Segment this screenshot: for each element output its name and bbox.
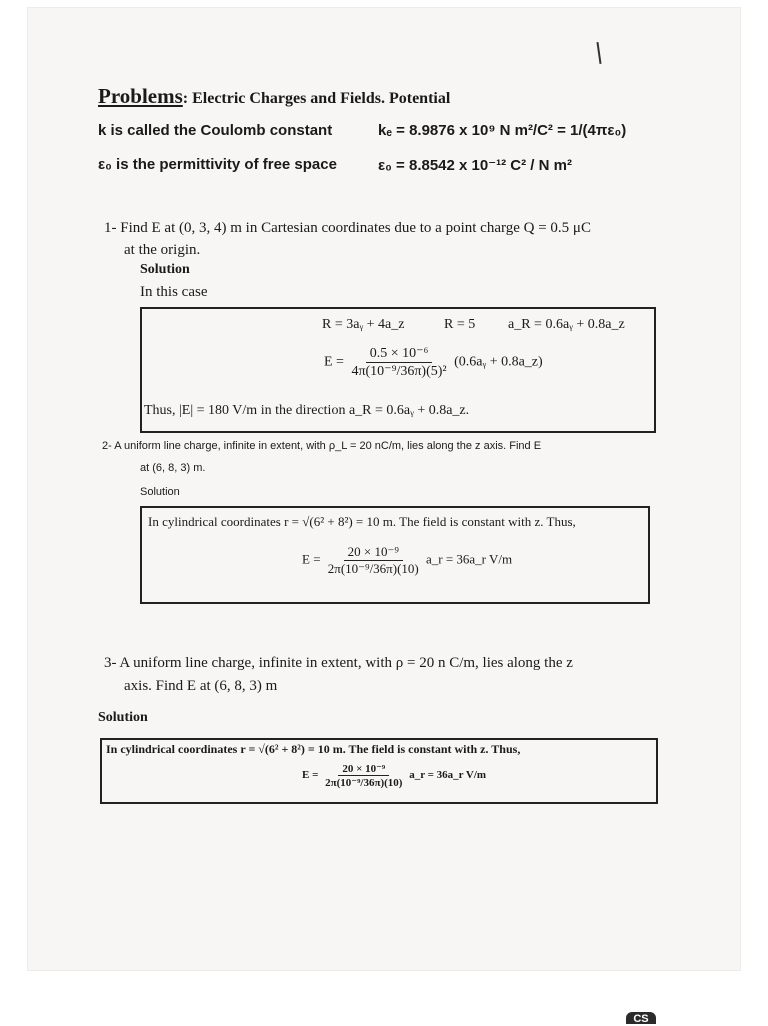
problem-1-solution-label: Solution: [140, 262, 190, 277]
document-page: [28, 8, 740, 970]
logo-text: CS: [626, 1012, 656, 1024]
problem-1-result: Thus, |E| = 180 V/m in the direction a_R = 0.6aᵧ + 0.8a_z.: [144, 403, 470, 418]
problem-1-text: 1- Find E at (0, 3, 4) m in Cartesian coordinates due to a point charge Q = 0.5 μC: [104, 220, 591, 236]
fraction-numerator: 0.5 × 10⁻⁶: [366, 345, 433, 363]
equation-E-fraction: [324, 544, 423, 577]
equation-E: [324, 345, 543, 380]
equation-R: R = 3aᵧ + 4a_z: [322, 317, 405, 332]
camscanner-logo: [626, 1012, 656, 1024]
problem-3-solution-box: [100, 738, 658, 804]
problem-2-text: 2- A uniform line charge, infinite in extent, with ρ_L = 20 nC/m, lies along the z axis. Find E: [102, 440, 542, 452]
problem-2-equation-E: [302, 544, 512, 577]
equation-R-magnitude: R = 5: [444, 317, 476, 332]
page-title: [98, 84, 450, 109]
problem-3-box-line: In cylindrical coordinates r = √(6² + 8²) = 10 m. The field is constant with z. Thus,: [106, 742, 521, 756]
problem-1-solution-box: [140, 307, 656, 433]
equation-E-suffix: (0.6aᵧ + 0.8a_z): [454, 354, 543, 370]
equation-E-prefix: E =: [302, 551, 321, 567]
fraction-numerator: 20 × 10⁻⁹: [344, 544, 403, 561]
equation-E-suffix: a_r = 36a_r V/m: [409, 769, 487, 782]
coulomb-constant-label: k is called the Coulomb constant: [98, 122, 333, 139]
equation-E-fraction: [321, 762, 406, 789]
equation-E-fraction: [347, 345, 450, 380]
problem-2-text-cont: at (6, 8, 3) m.: [140, 462, 206, 474]
title-word: Problems: [98, 84, 183, 108]
problem-3-text: 3- A uniform line charge, infinite in extent, with ρ = 20 n C/m, lies along the z: [104, 655, 573, 671]
problem-3-equation-E: [302, 762, 486, 789]
coulomb-constant-formula: kₑ = 8.9876 x 10⁹ N m²/C² = 1/(4πε₀): [378, 122, 627, 139]
title-rest: : Electric Charges and Fields. Potential: [182, 90, 451, 107]
problem-1-text-cont: at the origin.: [124, 242, 201, 258]
fraction-denominator: 4π(10⁻⁹/36π)(5)²: [351, 364, 447, 379]
fraction-denominator: 2π(10⁻⁹/36π)(10): [325, 777, 403, 789]
fraction-denominator: 2π(10⁻⁹/36π)(10): [327, 561, 419, 576]
equation-aR: a_R = 0.6aᵧ + 0.8a_z: [508, 317, 625, 332]
equation-E-prefix: E =: [324, 354, 344, 370]
permittivity-label: ε₀ is the permittivity of free space: [98, 156, 337, 173]
fraction-numerator: 20 × 10⁻⁹: [338, 762, 389, 776]
permittivity-formula: ε₀ = 8.8542 x 10⁻¹² C² / N m²: [378, 157, 572, 174]
problem-3-text-cont: axis. Find E at (6, 8, 3) m: [124, 678, 278, 694]
problem-1-case-text: In this case: [140, 284, 208, 300]
equation-E-prefix: E =: [302, 769, 319, 782]
equation-E-suffix: a_r = 36a_r V/m: [425, 551, 513, 567]
problem-2-solution-label: Solution: [140, 486, 180, 498]
problem-2-solution-box: [140, 506, 650, 604]
problem-3-solution-label: Solution: [98, 710, 148, 725]
problem-2-box-line: In cylindrical coordinates r = √(6² + 8²) = 10 m. The field is constant with z. Thus,: [148, 514, 576, 529]
